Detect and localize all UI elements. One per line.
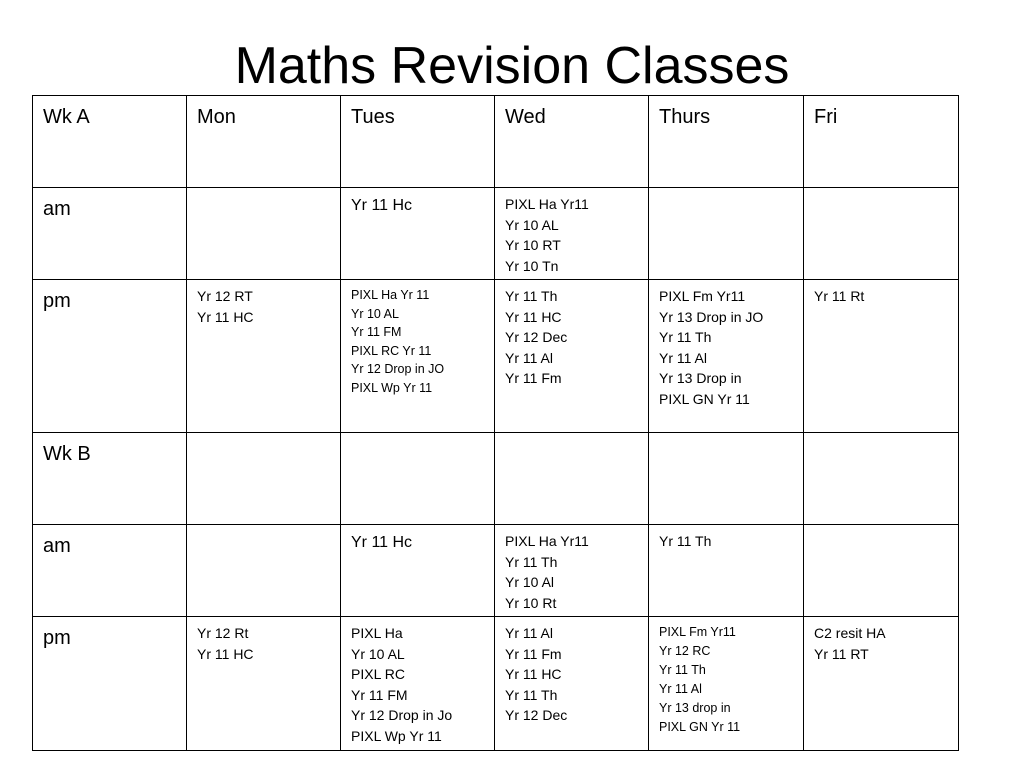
class-entry: Yr 11 HC xyxy=(505,308,562,325)
class-entry: Yr 12 Dec xyxy=(505,707,568,723)
row-label: pm xyxy=(43,290,71,312)
class-entry: Yr 11 Fm xyxy=(505,645,562,662)
header-cell-tues xyxy=(341,96,495,188)
week-b-row xyxy=(33,433,959,525)
row-label: pm xyxy=(43,627,71,649)
class-entry: Yr 11 Al xyxy=(659,682,702,696)
header-label: Tues xyxy=(351,106,395,128)
class-entry: PIXL GN Yr 11 xyxy=(659,390,750,407)
class-entry: Yr 11 HC xyxy=(505,666,562,682)
session-cell-wed xyxy=(495,188,649,280)
session-cell-tues xyxy=(341,525,495,617)
session-cell-thurs xyxy=(649,433,804,525)
class-entry: Yr 11 Al xyxy=(505,349,553,366)
session-cell-fri xyxy=(804,525,959,617)
class-entry: Yr 11 Th xyxy=(505,288,558,304)
session-cell-thurs xyxy=(649,188,804,280)
class-entry: Yr 13 Drop in xyxy=(659,370,742,386)
session-cell-mon xyxy=(187,525,341,617)
class-entry: Yr 10 Tn xyxy=(505,257,559,274)
revision-timetable xyxy=(32,95,959,751)
session-cell-thurs xyxy=(649,617,804,751)
class-entry: Yr 11 FM xyxy=(351,686,408,703)
header-cell-wed xyxy=(495,96,649,188)
class-entry: PIXL Ha Yr 11 xyxy=(351,288,430,302)
class-entry: Yr 12 Drop in Jo xyxy=(351,707,453,723)
class-entry: Yr 13 drop in xyxy=(659,701,731,715)
header-label: Wed xyxy=(505,106,546,128)
page-title: Maths Revision Classes xyxy=(234,37,790,95)
class-entry: C2 resit HA xyxy=(814,625,886,641)
row-label-cell xyxy=(33,617,187,751)
row-label: Wk B xyxy=(43,443,91,465)
class-entry: Yr 11 FM xyxy=(351,325,402,339)
session-cell-wed xyxy=(495,433,649,525)
class-entry: Yr 12 RC xyxy=(659,644,711,658)
class-entry: Yr 13 Drop in JO xyxy=(659,308,764,325)
table-row xyxy=(33,188,959,280)
class-entry: PIXL Ha xyxy=(351,625,403,641)
header-label: Fri xyxy=(814,106,838,128)
class-entry: Yr 10 RT xyxy=(505,237,561,253)
session-cell-mon xyxy=(187,617,341,751)
session-cell-wed xyxy=(495,280,649,433)
row-label-cell xyxy=(33,525,187,617)
class-entry: Yr 11 Rt xyxy=(814,288,865,304)
class-entry: PIXL Wp Yr 11 xyxy=(351,727,442,744)
session-cell-mon xyxy=(187,433,341,525)
table-row xyxy=(33,617,959,751)
class-entry: Yr 11 Th xyxy=(659,663,706,677)
class-entry: Yr 12 RT xyxy=(197,288,253,304)
class-entry: Yr 10 AL xyxy=(351,306,399,321)
header-label: Wk A xyxy=(43,106,90,128)
class-entry: Yr 10 Al xyxy=(505,574,555,590)
session-cell-fri xyxy=(804,617,959,751)
class-entry: Yr 11 Th xyxy=(505,553,558,570)
header-cell-fri xyxy=(804,96,959,188)
session-cell-wed xyxy=(495,525,649,617)
class-entry: PIXL Wp Yr 11 xyxy=(351,380,433,395)
class-entry: PIXL RC xyxy=(351,666,405,682)
table-row xyxy=(33,525,959,617)
row-label: am xyxy=(43,198,71,220)
class-entry: Yr 11 Hc xyxy=(351,197,413,214)
row-label-cell xyxy=(33,433,187,525)
session-cell-fri xyxy=(804,280,959,433)
header-label: Mon xyxy=(197,106,236,128)
row-label-cell xyxy=(33,280,187,433)
class-entry: Yr 11 RT xyxy=(814,645,869,662)
session-cell-thurs xyxy=(649,280,804,433)
class-entry: PIXL Ha Yr11 xyxy=(505,196,589,212)
header-label: Thurs xyxy=(659,106,711,128)
session-cell-tues xyxy=(341,617,495,751)
header-cell-thurs xyxy=(649,96,804,188)
row-label-cell xyxy=(33,188,187,280)
session-cell-wed xyxy=(495,617,649,751)
class-entry: Yr 11 Th xyxy=(659,533,712,549)
class-entry: Yr 10 Rt xyxy=(505,594,557,611)
header-cell-week xyxy=(33,96,187,188)
session-cell-tues xyxy=(341,188,495,280)
class-entry: PIXL Fm Yr11 xyxy=(659,288,746,304)
class-entry: Yr 11 Hc xyxy=(351,534,413,551)
class-entry: Yr 11 Al xyxy=(659,349,707,366)
class-entry: Yr 10 AL xyxy=(351,645,405,662)
row-label: am xyxy=(43,535,71,557)
table-row xyxy=(33,280,959,433)
header-cell-mon xyxy=(187,96,341,188)
session-cell-mon xyxy=(187,188,341,280)
class-entry: Yr 12 Dec xyxy=(505,329,568,345)
class-entry: PIXL GN Yr 11 xyxy=(659,720,741,734)
class-entry: Yr 12 Drop in JO xyxy=(351,362,445,376)
class-entry: Yr 11 Al xyxy=(505,625,553,641)
session-cell-fri xyxy=(804,188,959,280)
class-entry: Yr 11 HC xyxy=(197,308,254,325)
header-row xyxy=(33,96,959,188)
class-entry: Yr 11 Th xyxy=(505,686,558,703)
class-entry: Yr 11 HC xyxy=(197,645,254,662)
class-entry: PIXL Ha Yr11 xyxy=(505,533,589,549)
session-cell-tues xyxy=(341,280,495,433)
session-cell-fri xyxy=(804,433,959,525)
class-entry: PIXL RC Yr 11 xyxy=(351,343,432,358)
session-cell-mon xyxy=(187,280,341,433)
class-entry: PIXL Fm Yr11 xyxy=(659,625,736,639)
class-entry: Yr 11 Th xyxy=(659,329,712,345)
session-cell-thurs xyxy=(649,525,804,617)
class-entry: Yr 11 Fm xyxy=(505,370,562,386)
session-cell-tues xyxy=(341,433,495,525)
class-entry: Yr 10 AL xyxy=(505,216,559,233)
class-entry: Yr 12 Rt xyxy=(197,625,249,641)
